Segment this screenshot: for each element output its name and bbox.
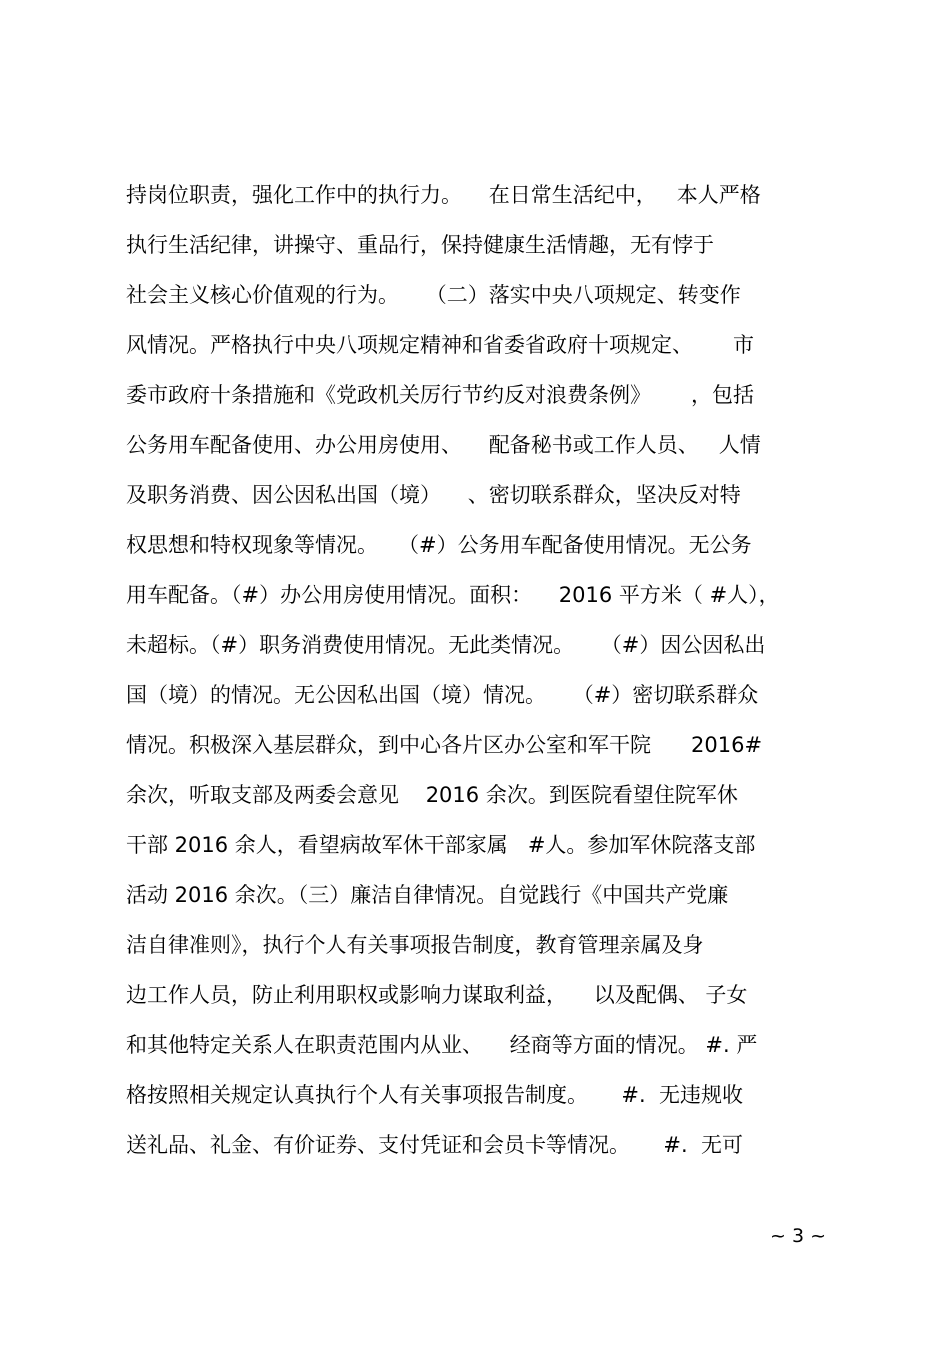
text-line: 活动 2016 余次。（三）廉洁自律情况。自觉践行《中国共产党廉 xyxy=(126,883,729,907)
text-line: 格按照相关规定认真执行个人有关事项报告制度。 #. 无违规收 xyxy=(126,1083,743,1107)
text-line: 国（境）的情况。无公因私出国（境）情况。 （#）密切联系群众 xyxy=(126,683,759,707)
text-line: 委市政府十条措施和《党政机关厉行节约反对浪费条例》 ，包括 xyxy=(126,383,755,407)
text-line: 执行生活纪律，讲操守、重品行，保持健康生活情趣，无有悖于 xyxy=(126,233,714,257)
text-line: 洁自律准则》，执行个人有关事项报告制度，教育管理亲属及身 xyxy=(126,933,704,957)
text-line: 未超标。（#）职务消费使用情况。无此类情况。 （#）因公因私出 xyxy=(126,633,766,657)
text-line: 持岗位职责，强化工作中的执行力。 在日常生活纪中， 本人严格 xyxy=(126,183,761,207)
body-text xyxy=(126,170,846,1170)
text-line: 情况。积极深入基层群众，到中心各片区办公室和军干院 2016# xyxy=(126,733,763,757)
text-line: 社会主义核心价值观的行为。 （二）落实中央八项规定、转变作 xyxy=(126,283,741,307)
page-number: ~ 3 ~ xyxy=(769,1225,826,1247)
text-line: 公务用车配备使用、办公用房使用、 配备秘书或工作人员、 人情 xyxy=(126,433,761,457)
text-line: 风情况。严格执行中央八项规定精神和省委省政府十项规定、 市 xyxy=(126,333,755,357)
text-line: 用车配备。（#）办公用房使用情况。面积： 2016 平方米（ #人）， xyxy=(126,583,780,607)
text-line: 和其他特定关系人在职责范围内从业、 经商等方面的情况。 #. 严 xyxy=(126,1033,758,1057)
text-line: 送礼品、礼金、有价证券、支付凭证和会员卡等情况。 #. 无可 xyxy=(126,1133,743,1157)
text-line: 余次，听取支部及两委会意见 2016 余次。到医院看望住院军休 xyxy=(126,783,738,807)
text-line: 权思想和特权现象等情况。 （#）公务用车配备使用情况。无公务 xyxy=(126,533,752,557)
text-line: 干部 2016 余人，看望病故军休干部家属 #人。参加军休院落支部 xyxy=(126,833,756,857)
text-line: 及职务消费、因公因私出国（境） 、密切联系群众，坚决反对特 xyxy=(126,483,741,507)
text-line: 边工作人员，防止利用职权或影响力谋取利益， 以及配偶、 子女 xyxy=(126,983,748,1007)
